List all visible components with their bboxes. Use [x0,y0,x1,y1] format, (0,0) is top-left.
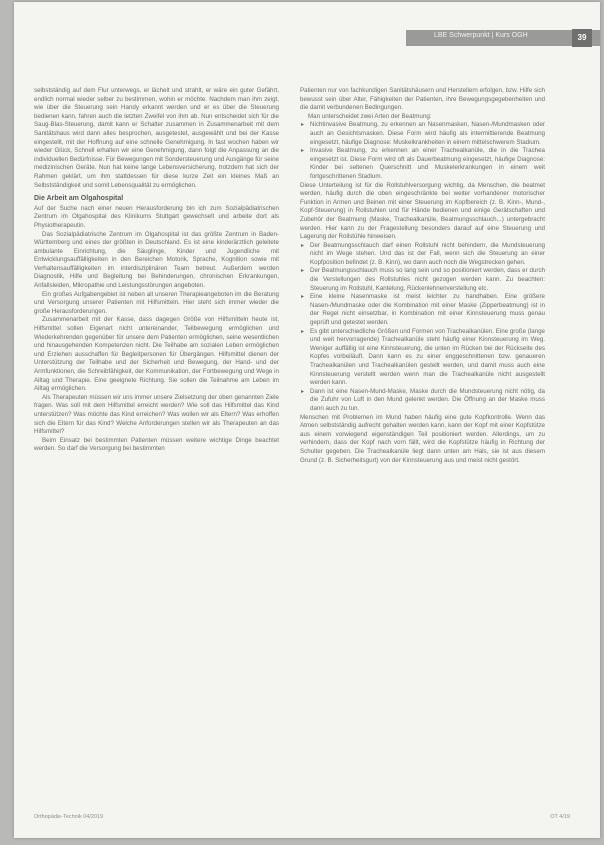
right-body-paragraph: Diese Unterteilung ist für die Rollstuhlversorgung wichtig, da Menschen, die beatmet werden, häufig durch die oben eingeschränkte bei weiter vorhandener motorischer Funktion in Armen und Beinen mit einer Steuerung im Kopfbereich (z. B. Kinn-, Mund-, Kopf-Steuerung) in Rollstuhlen und für Hände bedienen und einige Gerätschaften und Zubehör der Beatmung (Maske, Trachealkanüle, Beatmungsschlauch...) untergebracht werden. Hier kann zu der Fragestellung besonders darauf auf eine Steuerung und Lagerung der Rollstühle hinweisen. [300,181,545,241]
left-body-paragraph: Beim Einsatz bei bestimmten Patienten müssen weitere wichtige Dinge beachtet werden. So darf die Versorgung bei bestimmten [34,436,279,453]
list-item: ▸ Der Beatmungsschlauch muss so lang sein und so positioniert werden, dass er durch die Verstellungen des Rollstuhles nicht gezogen werden kann. Zu beachten: Steuerung im Rollstuhl, Kantelung, Rückenlehnenverstellung etc. [310,267,545,293]
right-outro-paragraph: Menschen mit Problemen im Mund haben häufig eine gute Kopfkontrolle. Wenn das Atmen selbstständig aufrecht gehalten werden kann, kann der Kopf mit einer Kopfstütze aus einem vorwiegend eigenständigen Teil positioniert werden. Allerdings, um zu verhindern, dass der Kopf nach vorn fällt, wird die Kopfstütze häufig in Richtung der Schulter gegeben. Die Trachealkanüle liegt dann unten am Hals, sie ist aus diesem Grund (z. B. Sicherheitsgurt) von der Kinnsteuerung aus und meist nicht gestört. [300,413,545,464]
section-heading: Die Arbeit am Olgahospital [34,195,124,203]
right-intro-paragraph: Patienten nur von fachkundigen Sanitätshäusern und Herstellern erfolgen, bzw. Hilfe sich bewusst sein über Alter, Fähigkeiten der Patienten, ihre Bewegungsgegebenheiten und die damit verbundenen Bedingungen. [300,87,545,112]
footer-left: Orthopädie-Technik 04/2019 [34,814,104,820]
right-intro-paragraph: Man unterscheidet zwei Arten der Beatmung: [308,112,432,120]
document-page [14,2,600,838]
footer-right: OT 4/19 [550,814,570,820]
list-item: ▸ Eine kleine Nasenmaske ist meist leichter zu handhaben. Eine größere Nasen-/Mundmaske oder die Kombination mit einer Maske (Zipperbeatmung) ist in der Regel nicht einsetzbar, in Kombination mit einer Kinnsteuerung muss genau geprüft und getestet werden. [310,293,545,327]
left-body-paragraph: Das Sozialpädiatrische Zentrum im Olgahospital ist das größte Zentrum in Baden-Württemberg und eines der größten in Deutschland. Es ist eine kinderärztlich geleitete ambulante Einrichtung, die Säuglinge, Kinder und Jugendliche mit Entwicklungsauffälligkeiten in den Bereichen Motorik, Sprache, Kognition sowie mit Verhaltensauffälligkeiten im interdisziplinären Team betreut. Außerdem werden Diagnostik, Hilfe und Begleitung bei Behinderungen, chronischen Erkrankungen, Anfallsleiden, Mikropathie und Leistungsstörungen angeboten. [34,230,279,290]
list-item: ▸ Es gibt unterschiedliche Größen und Formen von Trachealkanülen. Eine große (lange und weit hervorragende) Trachealkanüle steht häufig einer Kinnsteuerung im Weg. Weniger auffällig ist eine Kinnsteuerung, die unten im Rücken bei der Rückseite des Kopfes vorbeiläuft. Dann kann es zu einer enggeschnittenen bzw. genaueren Trachealkanülen und Trachealkanülen gestellt werden, und damit muss auch eine Kinnsteuerung verstellt werden wenn man die Trachealkanüle nicht ausgestellt werden kann. [310,328,545,388]
ventilation-types-list [300,121,545,181]
considerations-list [300,242,545,414]
list-item: ▸ Der Beatmungsschlauch darf einen Rollstuhl nicht behindern, die Mundsteuerung nicht im Wege stehen. Und das ist der Fall, wenn sich die Steuerung an einer Kopfposition befindet (z. B. Kinn), wo dann auch noch die Wegstrecken gehen. [310,242,545,268]
left-body-paragraph: Als Therapeuten müssen wir uns immer unsere Zielsetzung der oben genannten Ziele fragen. Was soll mit dem Hilfsmittel erreicht werden? Wie soll das Hilfsmittel das Kind unterstützen? Was möchte das Kind erreichen? Was wollen wir als Eltern? Was erhoffen sich die Eltern für das Kind? Welche Anforderungen stellen wir als Therapeuten an das Hilfsmittel? [34,393,279,436]
list-item: ▸ Invasive Beatmung, zu erkennen an einer Trachealkanüle, die in die Trachea eingesetzt ist. Diese Form wird oft als Dauerbeatmung eingesetzt, häufige Diagnose: Kinder bei seltenen Querschnitt und Muskelerkrankungen in einem weit fortgeschrittenen Stadium. [310,147,545,181]
left-body-paragraph: Zusammenarbeit mit der Kasse, dass dagegen Größe von Hilfsmitteln heute ist, Hilfsmittel sollen Eigenart nicht untereinander, Teilbewegung ermöglichen und Wiederkehrenden gegenüber für unsere dem Patienten ermöglichen, seine wesentlichen und hinausgehenden Kompetenzen nicht. Die Teilhabe am sozialen Leben ermöglichen und Erziehen ausschaffen für Begleitpersonen für Übergängen. Hilfsmittel dienen der Unterstützung der Teilhabe und der Sicherheit und Bewegung, der Hand- und der Armfunktionen, die Schreibfähigkeit, der Kommunikation, der Fortbewegung und Wege in Alltag und Therapie. Eine geeignete Richtung. Sie sollen die Teilnahme am Leben im Alltag ermöglichen. [34,316,279,393]
left-body-paragraph: Ein großes Aufgabengebiet ist neben all unseren Therapieangeboten im die Beratung und Versorgung unserer Patienten mit Hilfsmitteln. Hier steht sich immer wieder die große Herausforderungen. [34,290,279,315]
left-intro-paragraph: selbstständig auf dem Flur unterwegs, er lächelt und strahlt, er wäre ein guter Gefährt, endlich normal wieder selber zu bestimmen, wohin er möchte. Nachdem man ihm zeigt, wie über die Steuerung sein Handy erkannt werden und er es über die Steuerung bedienen kann, fahren auch die letzten Zweifel von ihm ab. Nun entscheidet sich für die Saug-Blas-Steuerung, damit kann er Schalter zusammen in Zusammenarbeit mit dem Sanitätshaus wird dann alles besprochen, ausgetestet, ausgewählt und bei der Kasse eingestellt, mit der Hoffnung auf eine schnelle Genehmigung. In fast wochen haben wir wieder Glück, Schnell erhalten wir eine Genehmigung, dann folgt die Anpassung an die individuellen Bedürfnisse. Für Bewegungen mit Sondersteuerung und Ausgänge für seine medizinischen Geräte. Nun hat keine lange Lebensversicherung, trotzdem hat sich der Rahmen geklärt, um ihm stattdessen für diese kurze Zeit ein kleines Maß an Selbstständigkeit und somit Lebensqualität zu ermöglichen. [34,87,279,189]
page-number: 39 [572,29,592,47]
left-column [34,87,279,454]
section-header: LBE Schwerpunkt | Kurs OGH [434,32,528,39]
right-column [300,87,545,465]
list-item: ▸ Dann ist eine Nasen-Mund-Maske, Maske durch die Mundsteuerung nicht nötig, da die Zufuhr von Luft in den Mund gelenkt werden. Die Öffnung an der Maske muss dann auch zu tun. [310,388,545,414]
left-body-paragraph: Auf der Suche nach einer neuen Herausforderung bin ich zum Sozialpädiatrischen Zentrum im Olgahospital des Klinikums Stuttgart gewechselt und arbeite dort als Physiotherapeutin. [34,204,279,229]
list-item: ▸ Nichtinvasive Beatmung, zu erkennen an Nasenmasken, Nasen-/Mundmasken oder auch an Gesichtsmasken. Diese Form wird häufig als intermittierende Beatmung eingesetzt, häufige Diagnose: Muskelkrankheiten in einem mittelschwerem Stadium. [310,121,545,147]
